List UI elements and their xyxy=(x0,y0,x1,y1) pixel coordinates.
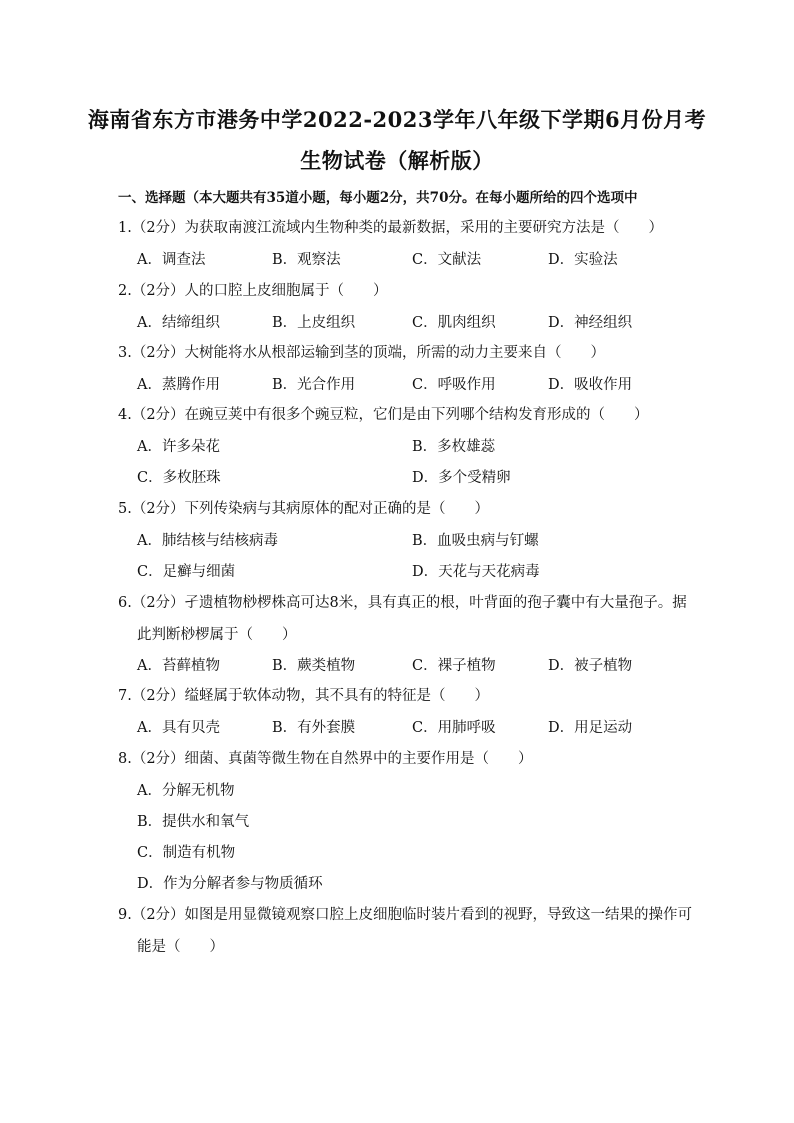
q6-option-a: A．苔藓植物 xyxy=(137,658,220,674)
section-heading: 一、选择题（本大题共有35道小题，每小题2分，共70分。在每小题所给的四个选项中 xyxy=(118,190,638,206)
q8-option-d: D．作为分解者参与物质循环 xyxy=(137,876,323,892)
q6-option-d: D．被子植物 xyxy=(548,658,633,674)
q5-option-a: A．肺结核与结核病毒 xyxy=(137,533,278,549)
q4-option-d: D．多个受精卵 xyxy=(412,470,511,486)
q5-option-d: D．天花与天花病毒 xyxy=(412,564,540,580)
q6-option-b: B．蕨类植物 xyxy=(272,658,356,674)
question-3: 3.（2分）大树能将水从根部运输到茎的顶端，所需的动力主要来自（ ） xyxy=(118,345,606,361)
question-8: 8.（2分）细菌、真菌等微生物在自然界中的主要作用是（ ） xyxy=(118,751,533,767)
q4-option-a: A．许多朵花 xyxy=(137,439,220,455)
question-1: 1.（2分）为获取南渡江流域内生物种类的最新数据，采用的主要研究方法是（ ） xyxy=(118,220,664,236)
q7-option-c: C．用肺呼吸 xyxy=(412,720,496,736)
q2-option-d: D．神经组织 xyxy=(548,315,633,331)
q7-option-b: B．有外套膜 xyxy=(272,720,356,736)
q4-option-b: B．多枚雄蕊 xyxy=(412,439,496,455)
q1-option-c: C．文献法 xyxy=(412,252,482,268)
question-6: 6.（2分）孑遗植物桫椤株高可达8米，具有真正的根，叶背面的孢子囊中有大量孢子。据 xyxy=(118,595,687,611)
q2-option-b: B．上皮组织 xyxy=(272,315,356,331)
question-9-continued: 能是（ ） xyxy=(137,939,224,955)
q1-option-a: A．调查法 xyxy=(137,252,206,268)
question-7: 7.（2分）缢蛏属于软体动物，其不具有的特征是（ ） xyxy=(118,688,490,704)
q8-option-a: A．分解无机物 xyxy=(137,783,235,799)
q5-option-c: C．足癣与细菌 xyxy=(137,564,236,580)
exam-subtitle: 生物试卷（解析版） xyxy=(300,148,494,173)
question-5: 5.（2分）下列传染病与其病原体的配对正确的是（ ） xyxy=(118,501,490,517)
q3-option-b: B．光合作用 xyxy=(272,377,356,393)
q1-option-b: B．观察法 xyxy=(272,252,341,268)
q3-option-a: A．蒸腾作用 xyxy=(137,377,220,393)
q7-option-d: D．用足运动 xyxy=(548,720,633,736)
question-6-continued: 此判断桫椤属于（ ） xyxy=(137,627,297,643)
q7-option-a: A．具有贝壳 xyxy=(137,720,220,736)
q1-option-d: D．实验法 xyxy=(548,252,618,268)
question-9: 9.（2分）如图是用显微镜观察口腔上皮细胞临时装片看到的视野，导致这一结果的操作可 xyxy=(118,907,693,923)
q3-option-d: D．吸收作用 xyxy=(548,377,633,393)
q8-option-b: B．提供水和氧气 xyxy=(137,814,250,830)
q6-option-c: C．裸子植物 xyxy=(412,658,496,674)
q8-option-c: C．制造有机物 xyxy=(137,845,236,861)
q4-option-c: C．多枚胚珠 xyxy=(137,470,221,486)
question-2: 2.（2分）人的口腔上皮细胞属于（ ） xyxy=(118,283,388,299)
q2-option-a: A．结缔组织 xyxy=(137,315,220,331)
q5-option-b: B．血吸虫病与钉螺 xyxy=(412,533,539,549)
q2-option-c: C．肌肉组织 xyxy=(412,315,496,331)
exam-title: 海南省东方市港务中学2022-2023学年八年级下学期6月份月考 xyxy=(87,107,707,132)
question-4: 4.（2分）在豌豆荚中有很多个豌豆粒，它们是由下列哪个结构发育形成的（ ） xyxy=(118,407,649,423)
q3-option-c: C．呼吸作用 xyxy=(412,377,496,393)
